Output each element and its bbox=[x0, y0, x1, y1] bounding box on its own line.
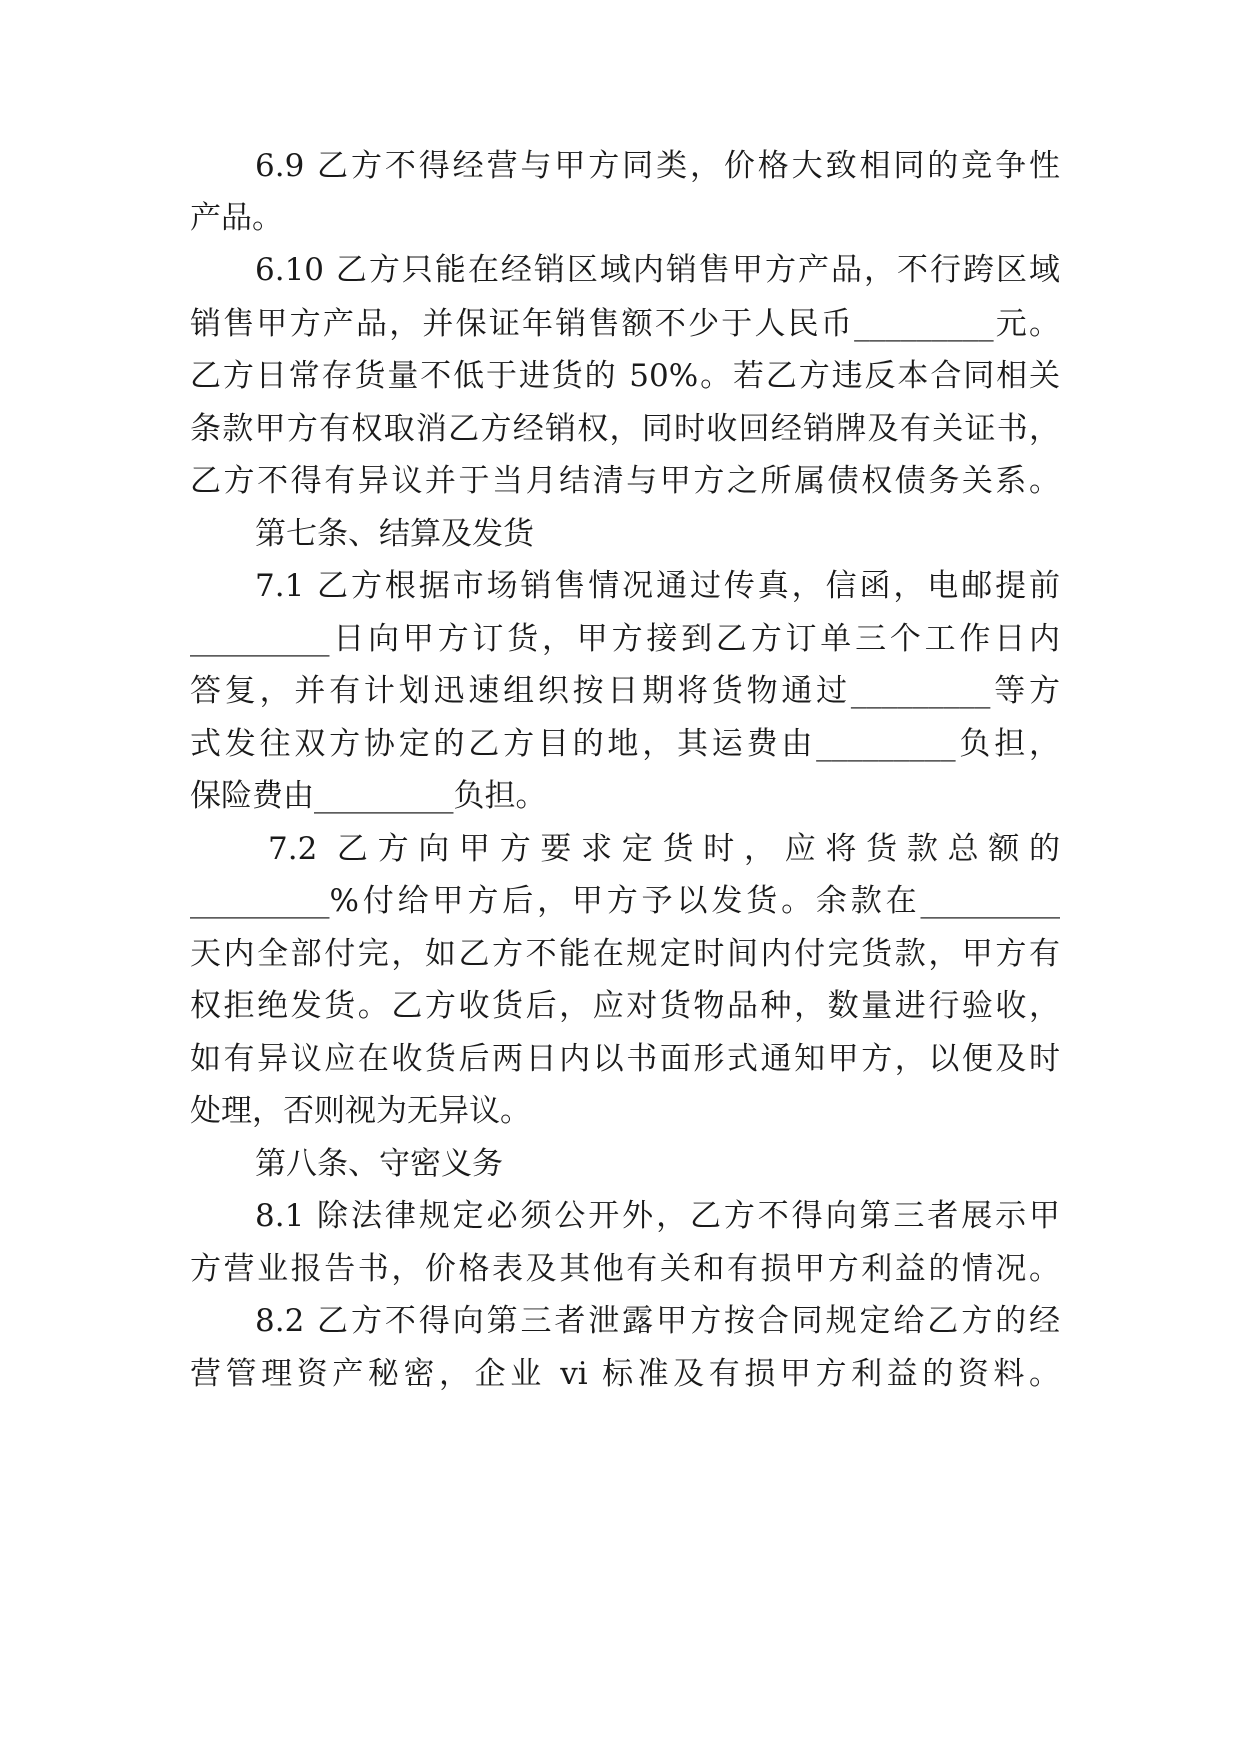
text-line: _________日向甲方订货，甲方接到乙方订单三个工作日内 bbox=[190, 621, 1060, 657]
section-heading-article-8: 第八条、守密义务 bbox=[255, 1146, 503, 1182]
text-line-clause-6-10: 6.10 乙方只能在经销区域内销售甲方产品，不行跨区域 bbox=[255, 252, 1060, 288]
text-line: 销售甲方产品，并保证年销售额不少于人民币_________元。 bbox=[190, 306, 1060, 342]
text-line: 保险费由_________负担。 bbox=[190, 778, 547, 814]
text-line-clause-7-2: 7.2 乙方向甲方要求定货时，应将货款总额的 bbox=[268, 831, 1060, 867]
text-line: 方营业报告书，价格表及其他有关和有损甲方利益的情况。 bbox=[190, 1251, 1060, 1287]
text-line: 营管理资产秘密，企业 vi 标准及有损甲方利益的资料。 bbox=[190, 1356, 1060, 1392]
text-line: 如有异议应在收货后两日内以书面形式通知甲方，以便及时 bbox=[190, 1041, 1060, 1077]
text-line: 乙方日常存货量不低于进货的 50%。若乙方违反本合同相关 bbox=[190, 358, 1060, 394]
text-line: 答复，并有计划迅速组织按日期将货物通过_________等方 bbox=[190, 673, 1060, 709]
text-line-clause-8-2: 8.2 乙方不得向第三者泄露甲方按合同规定给乙方的经 bbox=[255, 1303, 1060, 1339]
text-line-clause-7-1: 7.1 乙方根据市场销售情况通过传真，信函，电邮提前 bbox=[255, 568, 1060, 604]
text-line: 权拒绝发货。乙方收货后，应对货物品种，数量进行验收， bbox=[190, 988, 1060, 1024]
text-line-clause-6-9: 6.9 乙方不得经营与甲方同类，价格大致相同的竞争性 bbox=[255, 148, 1060, 184]
section-heading-article-7: 第七条、结算及发货 bbox=[255, 516, 534, 552]
text-line: 式发往双方协定的乙方目的地，其运费由_________负担， bbox=[190, 726, 1060, 762]
text-line: 条款甲方有权取消乙方经销权，同时收回经销牌及有关证书， bbox=[190, 411, 1060, 447]
text-line-clause-8-1: 8.1 除法律规定必须公开外，乙方不得向第三者展示甲 bbox=[255, 1198, 1060, 1234]
text-line: 处理，否则视为无异议。 bbox=[190, 1093, 531, 1129]
text-line: 产品。 bbox=[190, 200, 283, 236]
text-line: 乙方不得有异议并于当月结清与甲方之所属债权债务关系。 bbox=[190, 463, 1060, 499]
text-line: 天内全部付完，如乙方不能在规定时间内付完货款，甲方有 bbox=[190, 936, 1060, 972]
text-line: _________%付给甲方后，甲方予以发货。余款在_________ bbox=[190, 883, 1060, 919]
